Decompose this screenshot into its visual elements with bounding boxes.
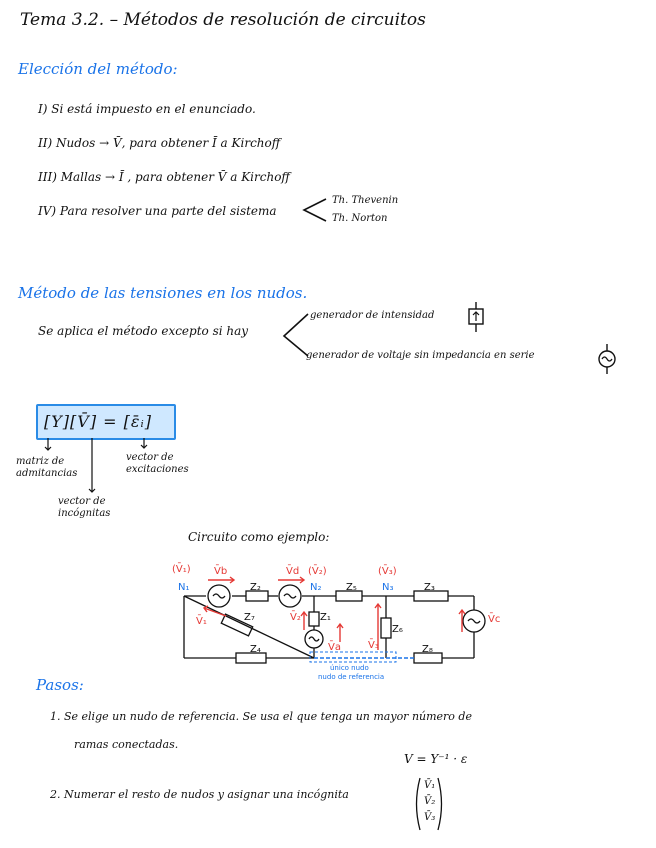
ref-node-label-1: único nudo	[330, 664, 369, 672]
label-z5: Z₅	[346, 582, 357, 593]
label-v3: (V̄₃)	[378, 566, 397, 577]
page-title: Tema 3.2. – Métodos de resolución de circuitos	[20, 10, 426, 30]
formula-box	[36, 404, 176, 440]
label-z3: Z₃	[424, 582, 435, 593]
voltage-source-icon	[596, 344, 618, 374]
label-vc: V̄c	[488, 614, 501, 625]
vector-entry: V̄₃	[424, 812, 436, 823]
label-va: V̄a	[328, 642, 341, 653]
label-v1-branch: V̄₁	[196, 616, 207, 627]
label-incognitas: vector de incógnitas	[58, 496, 111, 519]
label-n2: N₂	[310, 582, 322, 593]
exception-voltage: generador de voltaje sin impedancia en serie	[306, 350, 535, 361]
vector-entry: V̄₁	[424, 780, 436, 791]
label-z1: Z₁	[320, 612, 331, 623]
formula-equation: [Y][V̄] = [ε̄ᵢ]	[44, 412, 152, 431]
label-z4: Z₄	[250, 644, 261, 655]
vector-entry: V̄₂	[424, 796, 436, 807]
label-z6: Z₆	[392, 624, 403, 635]
list-item: I) Si está impuesto en el enunciado.	[38, 102, 256, 116]
branch-thevenin: Th. Thevenin	[332, 195, 399, 206]
label-z7: Z₇	[244, 612, 255, 623]
label-n1: N₁	[178, 582, 190, 593]
label-vd: V̄d	[286, 566, 300, 577]
section-heading-metodo: Método de las tensiones en los nudos.	[18, 284, 308, 302]
branch-bracket	[300, 196, 330, 224]
label-v3-branch: V̄₃	[368, 640, 379, 651]
label-vb: V̄b	[214, 566, 228, 577]
label-admitancias: matriz de admitancias	[16, 456, 78, 479]
current-source-icon	[466, 302, 486, 332]
list-item: IV) Para resolver una parte del sistema	[38, 204, 277, 218]
method-statement: Se aplica el método excepto si hay	[38, 324, 249, 338]
step-1-line-1: 1. Se elige un nudo de referencia. Se usa el que tenga un mayor número de	[50, 710, 472, 723]
label-z2: Z₂	[250, 582, 261, 593]
label-z8: Z₈	[422, 644, 433, 655]
side-equation: V = Y⁻¹ · ε	[404, 752, 468, 766]
section-heading-eleccion: Elección del método:	[18, 60, 178, 78]
label-v1: (V̄₁)	[172, 564, 191, 575]
list-item: III) Mallas → Ī , para obtener V̄ a Kirchoff	[38, 170, 290, 184]
list-item: II) Nudos → V̄, para obtener Ī a Kirchoff	[38, 136, 281, 150]
step-1-line-2: ramas conectadas.	[74, 738, 179, 751]
section-heading-pasos: Pasos:	[36, 676, 84, 694]
label-v2-branch: V̄₂	[290, 612, 301, 623]
label-v2: (V̄₂)	[308, 566, 327, 577]
ref-node-label-2: nudo de referencia	[318, 673, 385, 681]
circuit-caption: Circuito como ejemplo:	[188, 530, 330, 544]
label-n3: N₃	[382, 582, 394, 593]
step-2: 2. Numerar el resto de nudos y asignar una incógnita	[50, 788, 349, 801]
label-excitaciones: vector de excitaciones	[126, 452, 189, 475]
exception-current: generador de intensidad	[310, 310, 435, 321]
branch-norton: Th. Norton	[332, 213, 388, 224]
